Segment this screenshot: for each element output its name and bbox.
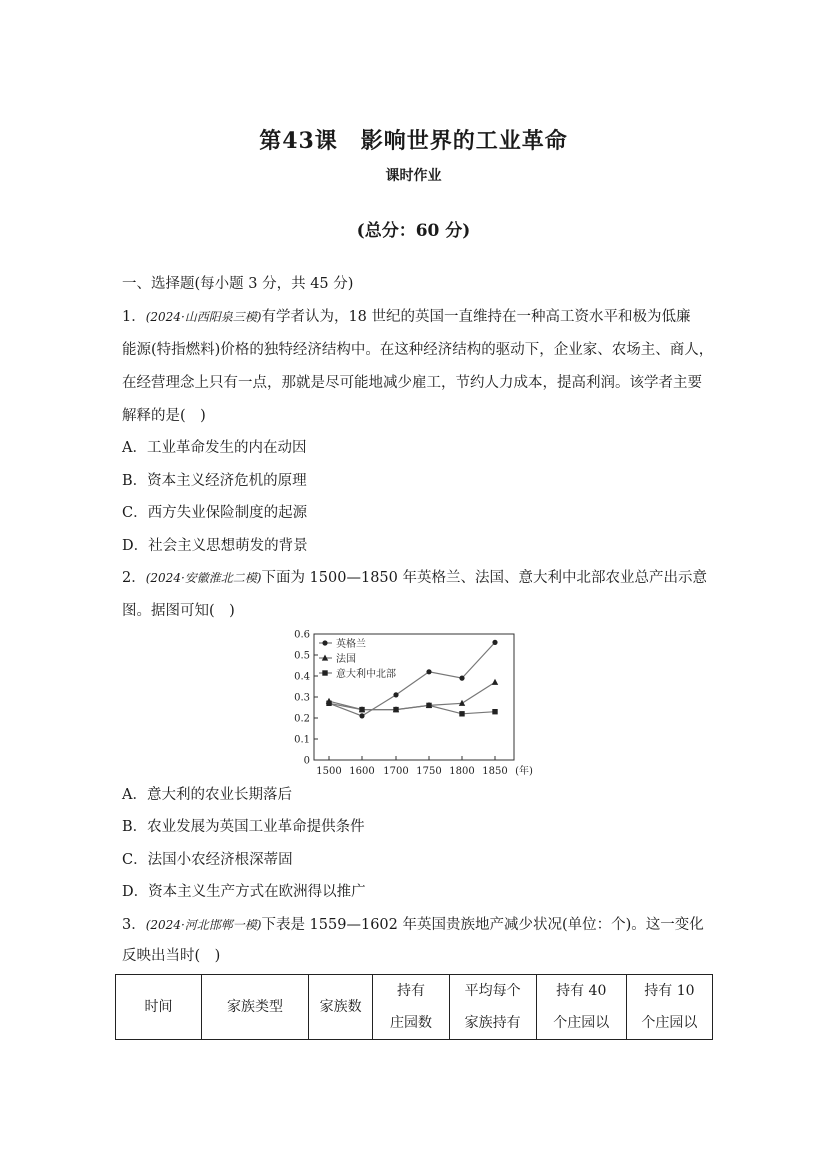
- agriculture-output-chart: [286, 624, 546, 780]
- data-point-square: [426, 703, 431, 708]
- table-header-cell: [308, 975, 372, 1040]
- data-point-triangle: [492, 679, 498, 685]
- q2-stem-text-1: 下面为 1500—1850 年英格兰、法国、意大利中北部农业总产出示意: [261, 570, 707, 586]
- y-tick-label: 0.6: [294, 629, 310, 641]
- legend-label: 意大利中北部: [336, 669, 396, 680]
- header-manor-count-2: 庄园数: [389, 1015, 432, 1031]
- data-point-circle: [459, 676, 464, 681]
- x-tick-label: 1700: [383, 766, 409, 777]
- legend-label: 英格兰: [336, 639, 366, 650]
- q1-stem-text-1: 有学者认为，18 世纪的英国一直维持在一种高工资水平和极为低廉: [261, 309, 691, 325]
- q1-option-a[interactable]: A．工业革命发生的内在动因: [122, 440, 307, 456]
- q1-stem-line-1: [122, 307, 691, 327]
- header-over10-2: 个庄园以: [641, 1015, 698, 1031]
- q1-source: (2024·山西阳泉三模): [145, 310, 262, 324]
- legend-marker-circle: [322, 640, 327, 645]
- data-point-square: [459, 711, 464, 716]
- q2-option-a[interactable]: A．意大利的农业长期落后: [122, 787, 292, 803]
- q3-source: (2024·河北邯郸一模): [145, 918, 262, 932]
- q3-stem-line-2: 反映出当时( ): [122, 948, 221, 964]
- x-tick-label: 1600: [349, 766, 375, 777]
- y-tick-label: 0.3: [294, 692, 310, 704]
- legend-marker-square: [322, 670, 327, 675]
- q2-source: (2024·安徽淮北二模): [145, 571, 262, 585]
- y-tick-label: 0.4: [294, 671, 310, 683]
- table-header-cell: [116, 975, 202, 1040]
- data-point-circle: [426, 669, 431, 674]
- q2-option-c[interactable]: C．法国小农经济根深蒂固: [122, 852, 293, 868]
- q1-stem-line-2: 能源(特指燃料)价格的独特经济结构中。在这种经济结构的驱动下，企业家、农场主、商人，: [122, 342, 714, 358]
- header-over40-2: 个庄园以: [553, 1015, 610, 1031]
- table-header-cell: [449, 975, 536, 1040]
- y-tick-label: 0: [303, 755, 310, 767]
- section-heading: 一、选择题(每小题 3 分，共 45 分): [122, 276, 354, 292]
- q2-stem-line-2: 图。据图可知( ): [122, 603, 235, 619]
- header-average-1: 平均每个: [464, 983, 521, 999]
- header-over40-1: 持有 40: [556, 983, 607, 999]
- data-point-circle: [492, 640, 497, 645]
- q3-number: 3．: [122, 917, 146, 933]
- header-time: 时间: [144, 999, 173, 1015]
- header-manor-count-1: 持有: [396, 983, 425, 999]
- header-average-2: 家族持有: [464, 1015, 521, 1031]
- table-header-cell: [373, 975, 449, 1040]
- q2-option-d[interactable]: D．资本主义生产方式在欧洲得以推广: [122, 884, 366, 900]
- q2-stem-line-1: [122, 568, 707, 588]
- q1-option-c[interactable]: C．西方失业保险制度的起源: [122, 505, 308, 521]
- x-tick-label: 1850: [482, 766, 508, 777]
- data-point-square: [492, 709, 497, 714]
- total-score: (总分：60 分): [356, 221, 471, 241]
- estate-table: [115, 974, 713, 1040]
- table-header-cell: [202, 975, 309, 1040]
- x-tick-label: 1750: [416, 766, 442, 777]
- q1-stem-line-3: 在经营理念上只有一点，那就是尽可能地减少雇工，节约人力成本，提高利润。该学者主要: [122, 375, 702, 391]
- series-line-2: [329, 682, 495, 709]
- data-point-square: [393, 707, 398, 712]
- header-family-type: 家族类型: [227, 999, 284, 1015]
- q1-option-d[interactable]: D．社会主义思想萌发的背景: [122, 538, 308, 554]
- plot-frame: [314, 634, 514, 760]
- x-tick-label: 1500: [316, 766, 342, 777]
- y-tick-label: 0.2: [294, 713, 310, 725]
- y-tick-label: 0.5: [294, 650, 310, 662]
- x-tick-label: 1800: [449, 766, 475, 777]
- header-over10-1: 持有 10: [644, 983, 695, 999]
- table-header-cell: [626, 975, 712, 1040]
- table-header-row: [116, 975, 713, 1040]
- data-point-square: [326, 701, 331, 706]
- data-point-circle: [393, 692, 398, 697]
- subtitle: 课时作业: [385, 168, 442, 184]
- q3-stem-line-1: [122, 915, 704, 935]
- legend-label: 法国: [336, 654, 356, 665]
- q3-stem-text-1: 下表是 1559—1602 年英国贵族地产减少状况(单位：个)。这一变化: [261, 917, 704, 933]
- q1-stem-line-4: 解释的是( ): [122, 408, 206, 424]
- table-header-cell: [536, 975, 626, 1040]
- q1-option-b[interactable]: B．资本主义经济危机的原理: [122, 473, 307, 489]
- q2-number: 2．: [122, 570, 146, 586]
- lesson-title: 第43课 影响世界的工业革命: [259, 128, 568, 154]
- data-point-circle: [359, 713, 364, 718]
- q1-number: 1．: [122, 309, 146, 325]
- x-axis-label: (年): [515, 766, 533, 777]
- y-tick-label: 0.1: [294, 734, 310, 746]
- data-point-square: [359, 707, 364, 712]
- header-family-count: 家族数: [319, 999, 362, 1015]
- q2-option-b[interactable]: B．农业发展为英国工业革命提供条件: [122, 819, 365, 835]
